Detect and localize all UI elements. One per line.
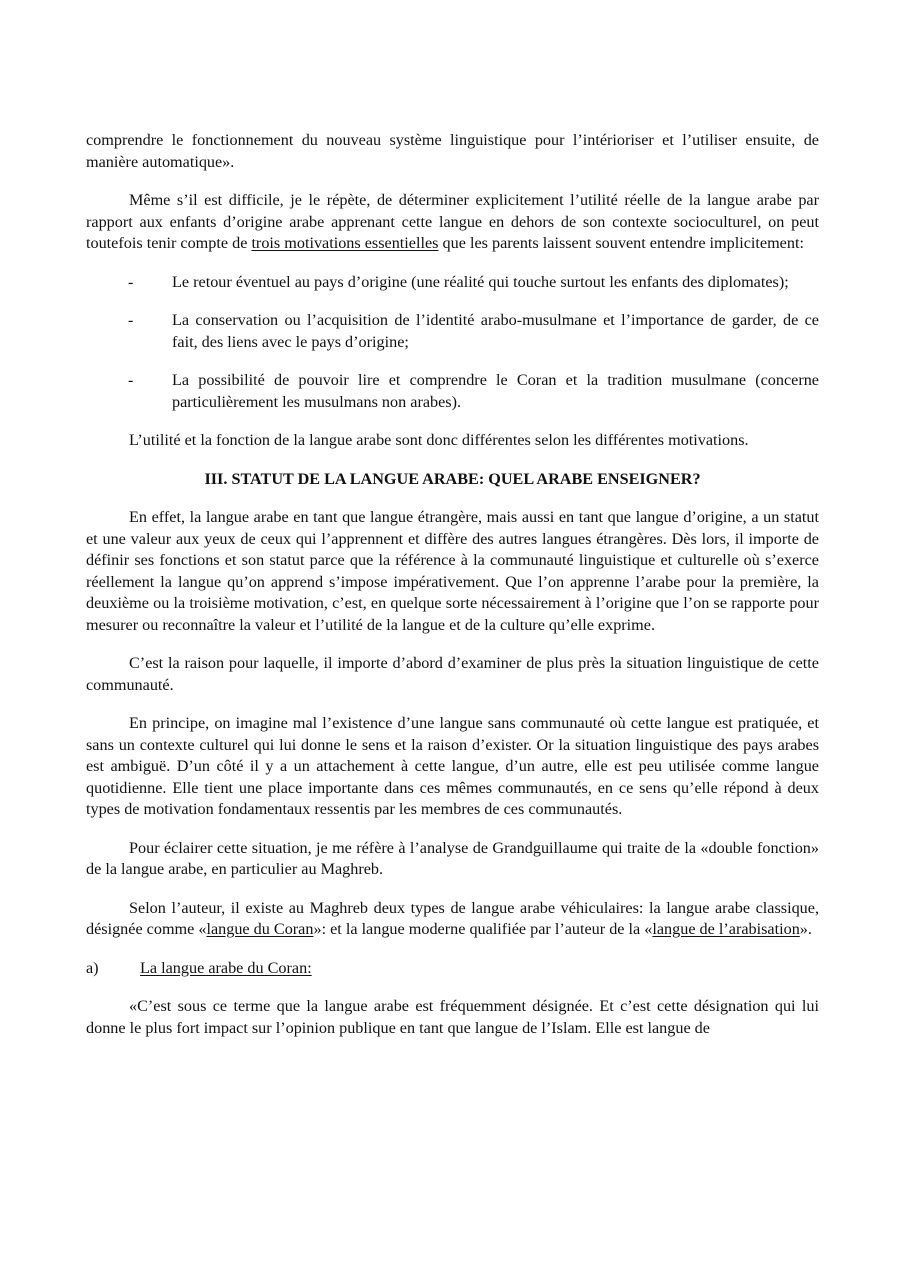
list-item	[86, 272, 819, 294]
paragraph-status: En effet, la langue arabe en tant que langue étrangère, mais aussi en tant que langue d’origine, a un statut et une valeur aux yeux de ceux qui l’apprennent et diffère des autres langues étrangères. Dès lors, il importe de définir ses fonctions et son statut parce que la référence à la communauté linguistique et culturelle où s’exerce réellement la langue qu’on apprend s’impose impérativement. Que l’on apprenne l’arabe pour la première, la deuxième ou la troisième motivation, c’est, en quelque sorte nécessairement à l’origine que l’on se rapporte pour mesurer ou reconnaître la valeur et l’utilité de la langue et de la culture qu’elle exprime.	[86, 508, 819, 634]
bullet-dash: -	[128, 371, 134, 389]
underlined-phrase-coran: langue du Coran	[206, 920, 314, 938]
bullet-dash: -	[128, 311, 134, 329]
list-item-text: La conservation ou l’acquisition de l’identité arabo-musulmane et l’importance de garder, de ce fait, des liens avec le pays d’origine;	[172, 311, 819, 351]
subsection-heading	[86, 958, 819, 980]
motivations-list	[86, 272, 819, 414]
underlined-phrase-arabisation: langue de l’arabisation	[652, 920, 800, 938]
list-item	[86, 370, 819, 413]
text-run: ».	[799, 920, 812, 938]
paragraph-quote: «C’est sous ce terme que la langue arabe est fréquemment désignée. Et c’est cette désignation qui lui donne le plus fort impact sur l’opinion publique en tant que langue de l’Islam. Elle est langue de	[86, 997, 819, 1037]
section-heading: III. STATUT DE LA LANGUE ARABE: QUEL ARABE ENSEIGNER?	[204, 469, 701, 488]
paragraph-continuation: comprendre le fonctionnement du nouveau système linguistique pour l’intérioriser et l’utiliser ensuite, de manière automatique».	[86, 131, 819, 171]
text-run: »: et la langue moderne qualifiée par l’auteur de la «	[313, 920, 653, 938]
text-run: Selon l’auteur, il existe au Maghreb deux types de langue arabe véhiculaires: la langue arabe classique, désignée comme «	[86, 898, 819, 938]
paragraph-grandguillaume: Pour éclairer cette situation, je me réfère à l’analyse de Grandguillaume qui traite de la «double fonction» de la langue arabe, en particulier au Maghreb.	[86, 838, 819, 878]
subsection-title: La langue arabe du Coran:	[140, 958, 312, 977]
paragraph-principle: En principe, on imagine mal l’existence d’une langue sans communauté où cette langue est pratiquée, et sans un contexte culturel qui lui donne le sens et la raison d’exister. Or la situation linguistique des pays arabes est ambiguë. D’un côté il y a un attachement à cette langue, d’un autre, elle est peu utilisée comme langue quotidienne. Elle tient une place importante dans ces mêmes communautés, en ce sens qu’elle répond à deux types de motivation fondamentaux ressentis par les membres de ces communautés.	[86, 714, 819, 818]
paragraph-summary: L’utilité et la fonction de la langue arabe sont donc différentes selon les différentes motivations.	[129, 431, 749, 449]
paragraph-two-types	[86, 898, 819, 941]
text-run: que les parents laissent souvent entendre implicitement:	[438, 234, 804, 252]
subsection-label: a)	[86, 958, 99, 977]
page-body	[86, 130, 819, 1056]
bullet-dash: -	[128, 272, 134, 291]
underlined-phrase-motivations: trois motivations essentielles	[251, 234, 439, 252]
paragraph-reason: C’est la raison pour laquelle, il importe d’abord d’examiner de plus près la situation linguistique de cette communauté.	[86, 654, 819, 694]
list-item-text: La possibilité de pouvoir lire et comprendre le Coran et la tradition musulmane (concerne particulièrement les musulmans non arabes).	[172, 371, 819, 411]
list-item	[86, 310, 819, 353]
paragraph-motivations-intro	[86, 190, 819, 255]
text-run: Même s’il est difficile, je le répète, de déterminer explicitement l’utilité réelle de la langue arabe par rapport aux enfants d’origine arabe apprenant cette langue en dehors de son contexte socioculturel, on peut toutefois tenir compte de	[86, 191, 819, 252]
list-item-text: Le retour éventuel au pays d’origine (une réalité qui touche surtout les enfants des diplomates);	[172, 272, 789, 291]
